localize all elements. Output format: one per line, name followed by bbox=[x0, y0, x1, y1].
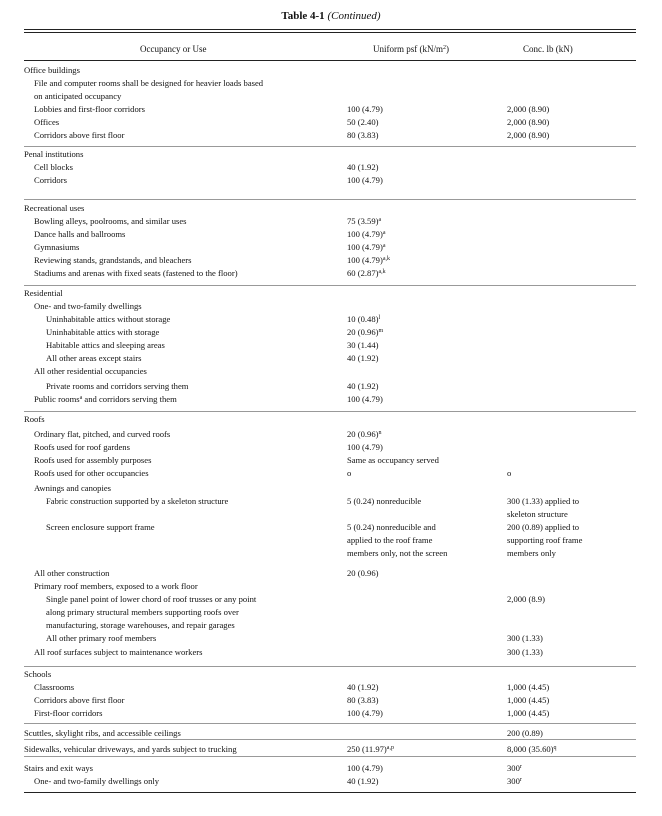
table-row bbox=[24, 393, 636, 406]
table-row bbox=[24, 495, 636, 508]
cell-uniform: 100 (4.79) bbox=[347, 175, 383, 185]
cell-occupancy: File and computer rooms shall be designed for heavier loads based bbox=[34, 78, 264, 88]
cell-concentrated: 2,000 (8.90) bbox=[507, 117, 550, 127]
table-row bbox=[24, 707, 636, 720]
cell-occupancy: Sidewalks, vehicular driveways, and yards subject to trucking bbox=[24, 744, 237, 754]
cell-occupancy: Screen enclosure support frame bbox=[46, 522, 155, 532]
row-divider bbox=[24, 411, 636, 412]
cell-concentrated: 300 (1.33) bbox=[507, 633, 543, 643]
table-row bbox=[24, 413, 636, 426]
cell-uniform: Same as occupancy served bbox=[347, 455, 439, 465]
cell-occupancy: All other primary roof members bbox=[46, 633, 157, 643]
cell-uniform-footnote: l bbox=[378, 315, 381, 321]
table-row bbox=[24, 580, 636, 593]
table-row bbox=[24, 441, 636, 454]
table-row bbox=[24, 241, 636, 254]
cell-concentrated: members only bbox=[507, 548, 556, 558]
cell-occupancy: Schools bbox=[24, 669, 52, 679]
row-divider bbox=[24, 146, 636, 147]
header-uniform-text: Uniform psf (kN/m bbox=[373, 44, 443, 54]
cell-occupancy: Awnings and canopies bbox=[34, 483, 112, 493]
cell-concentrated: 300 (1.33) applied to bbox=[507, 496, 580, 506]
cell-uniform: 30 (1.44) bbox=[347, 340, 379, 350]
cell-occupancy: Private rooms and corridors serving them bbox=[46, 381, 189, 391]
cell-concentrated: 300$^r$ bbox=[507, 763, 522, 773]
table-row bbox=[24, 668, 636, 681]
header-uniform bbox=[373, 44, 449, 54]
cell-uniform: applied to the roof frame bbox=[347, 535, 433, 545]
cell-occupancy: Roofs used for assembly purposes bbox=[34, 455, 152, 465]
table-row bbox=[24, 103, 636, 116]
table-title bbox=[0, 10, 662, 22]
table-row bbox=[24, 521, 636, 534]
cell-occupancy: One- and two-family dwellings only bbox=[34, 776, 160, 786]
table-row bbox=[24, 467, 636, 480]
cell-occupancy: Ordinary flat, pitched, and curved roofs bbox=[34, 429, 171, 439]
cell-uniform: 75 $(3.59)^a$ bbox=[347, 216, 382, 226]
table-row bbox=[24, 267, 636, 280]
cell-uniform: 20 (0.96) bbox=[347, 568, 379, 578]
cell-occupancy: All other residential occupancies bbox=[34, 366, 147, 376]
cell-occupancy: Roofs used for roof gardens bbox=[34, 442, 130, 452]
cell-uniform: members only, not the screen bbox=[347, 548, 448, 558]
table-row bbox=[24, 300, 636, 313]
cell-uniform: 100 (4.79) bbox=[347, 442, 383, 452]
cell-uniform: 60 $(2.87)^{a,k}$ bbox=[347, 268, 386, 278]
cell-occupancy: Bowling alleys, poolrooms, and similar uses bbox=[34, 216, 187, 226]
table-row bbox=[24, 632, 636, 645]
header-occupancy: Occupancy or Use bbox=[140, 44, 207, 54]
table-row bbox=[24, 567, 636, 580]
cell-occupancy: Roofs bbox=[24, 414, 45, 424]
cell-uniform: 40 (1.92) bbox=[347, 162, 379, 172]
table-row bbox=[24, 775, 636, 788]
cell-occupancy: Roofs used for other occupancies bbox=[34, 468, 149, 478]
header-uniform-end: ) bbox=[446, 44, 449, 54]
table-row bbox=[24, 365, 636, 378]
cell-uniform-footnote: a,k bbox=[382, 256, 390, 262]
cell-uniform: 100 $(4.79)^{a,k}$ bbox=[347, 255, 390, 265]
cell-occupancy: Primary roof members, exposed to a work floor bbox=[34, 581, 198, 591]
table-row bbox=[24, 619, 636, 632]
table-row bbox=[24, 646, 636, 659]
top-rule bbox=[24, 29, 636, 30]
cell-uniform: 20 $(0.96)^m$ bbox=[347, 327, 384, 337]
cell-occupancy: Dance halls and ballrooms bbox=[34, 229, 126, 239]
table-row bbox=[24, 454, 636, 467]
cell-concentrated-footnote: r bbox=[519, 764, 522, 770]
cell-concentrated: 1,000 (4.45) bbox=[507, 708, 550, 718]
cell-concentrated: 200 (0.89) bbox=[507, 728, 543, 738]
header-conc: Conc. lb (kN) bbox=[523, 44, 573, 54]
row-divider bbox=[24, 285, 636, 286]
cell-concentrated: supporting roof frame bbox=[507, 535, 583, 545]
cell-occupancy: Lobbies and first-floor corridors bbox=[34, 104, 145, 114]
cell-uniform: o bbox=[347, 468, 352, 478]
cell-concentrated: 2,000 (8.9) bbox=[507, 594, 545, 604]
cell-concentrated: 300 (1.33) bbox=[507, 647, 543, 657]
table-row bbox=[24, 762, 636, 775]
cell-occupancy: Stairs and exit ways bbox=[24, 763, 93, 773]
row-divider bbox=[24, 199, 636, 200]
cell-uniform-footnote: a bbox=[382, 230, 386, 236]
cell-occupancy: Uninhabitable attics with storage bbox=[46, 327, 160, 337]
cell-concentrated-footnote: r bbox=[519, 777, 522, 783]
table-continued: (Continued) bbox=[327, 10, 381, 22]
cell-occupancy: Classrooms bbox=[34, 682, 75, 692]
table-row bbox=[24, 326, 636, 339]
table-row bbox=[24, 593, 636, 606]
table-row bbox=[24, 606, 636, 619]
cell-uniform: 100 $(4.79)^a$ bbox=[347, 229, 386, 239]
cell-uniform-footnote: a bbox=[382, 243, 386, 249]
cell-uniform: 10 $(0.48)^l$ bbox=[347, 314, 381, 324]
cell-occupancy: Corridors above first floor bbox=[34, 695, 125, 705]
cell-occupancy: Offices bbox=[34, 117, 60, 127]
cell-occupancy: along primary structural members supporting roofs over bbox=[46, 607, 239, 617]
row-divider bbox=[24, 756, 636, 757]
cell-occupancy: Corridors above first floor bbox=[34, 130, 125, 140]
table-row bbox=[24, 681, 636, 694]
cell-uniform-footnote: a,k bbox=[378, 269, 386, 275]
cell-uniform: 40 (1.92) bbox=[347, 353, 379, 363]
header-rule bbox=[24, 60, 636, 61]
table-row bbox=[24, 482, 636, 495]
table-row bbox=[24, 64, 636, 77]
cell-occupancy: Habitable attics and sleeping areas bbox=[46, 340, 165, 350]
cell-uniform: 40 (1.92) bbox=[347, 682, 379, 692]
table-row bbox=[24, 287, 636, 300]
cell-occupancy: All other construction bbox=[34, 568, 110, 578]
table-row bbox=[24, 339, 636, 352]
cell-uniform: 20 $(0.96)^n$ bbox=[347, 429, 382, 439]
cell-occupancy: Office buildings bbox=[24, 65, 80, 75]
cell-concentrated: 1,000 (4.45) bbox=[507, 695, 550, 705]
cell-uniform: 100 (4.79) bbox=[347, 394, 383, 404]
cell-uniform: 100 (4.79) bbox=[347, 763, 383, 773]
cell-concentrated: 2,000 (8.90) bbox=[507, 130, 550, 140]
table-row bbox=[24, 380, 636, 393]
cell-occupancy: Penal institutions bbox=[24, 149, 84, 159]
cell-occupancy: Scuttles, skylight ribs, and accessible ceilings bbox=[24, 728, 181, 738]
table-row bbox=[24, 428, 636, 441]
cell-uniform: 100 (4.79) bbox=[347, 104, 383, 114]
cell-occupancy: Single panel point of lower chord of roof trusses or any point bbox=[46, 594, 257, 604]
cell-occupancy: Recreational uses bbox=[24, 203, 85, 213]
cell-occupancy: Stadiums and arenas with fixed seats (fastened to the floor) bbox=[34, 268, 238, 278]
cell-uniform-footnote: a,p bbox=[386, 745, 394, 751]
cell-uniform: 80 (3.83) bbox=[347, 695, 379, 705]
cell-occupancy: manufacturing, storage warehouses, and repair garages bbox=[46, 620, 235, 630]
cell-uniform-footnote: a bbox=[378, 217, 382, 223]
table-row bbox=[24, 508, 636, 521]
row-divider bbox=[24, 723, 636, 724]
cell-uniform: 5 (0.24) nonreducible bbox=[347, 496, 422, 506]
cell-uniform: 100 $(4.79)^a$ bbox=[347, 242, 386, 252]
cell-occupancy: Cell blocks bbox=[34, 162, 73, 172]
cell-uniform: 250 $(11.97)^{a,p}$ bbox=[347, 744, 394, 754]
table-number: Table 4-1 bbox=[281, 10, 325, 22]
bottom-rule bbox=[24, 792, 636, 793]
cell-occupancy: First-floor corridors bbox=[34, 708, 103, 718]
cell-occupancy: Corridors bbox=[34, 175, 67, 185]
table-row bbox=[24, 547, 636, 560]
cell-occupancy-footnote: a bbox=[79, 395, 83, 401]
cell-occupancy: Public rooms$^a$ and corridors serving them bbox=[34, 394, 177, 404]
table-row bbox=[24, 116, 636, 129]
table-row bbox=[24, 313, 636, 326]
cell-uniform: 40 (1.92) bbox=[347, 381, 379, 391]
table-row bbox=[24, 254, 636, 267]
cell-concentrated: 1,000 (4.45) bbox=[507, 682, 550, 692]
table-row bbox=[24, 228, 636, 241]
table-row bbox=[24, 202, 636, 215]
cell-occupancy: Gymnasiums bbox=[34, 242, 80, 252]
header-uniform-sup: 2 bbox=[443, 45, 446, 51]
cell-uniform: 100 (4.79) bbox=[347, 708, 383, 718]
table-row bbox=[24, 352, 636, 365]
cell-concentrated: o bbox=[507, 468, 512, 478]
cell-uniform: 5 (0.24) nonreducible and bbox=[347, 522, 436, 532]
table-row bbox=[24, 534, 636, 547]
table-row bbox=[24, 215, 636, 228]
cell-occupancy: All other areas except stairs bbox=[46, 353, 142, 363]
table-row bbox=[24, 148, 636, 161]
cell-occupancy: Residential bbox=[24, 288, 63, 298]
row-divider bbox=[24, 739, 636, 740]
cell-uniform: 80 (3.83) bbox=[347, 130, 379, 140]
cell-occupancy: on anticipated occupancy bbox=[34, 91, 122, 101]
cell-concentrated: skeleton structure bbox=[507, 509, 568, 519]
cell-uniform-footnote: n bbox=[378, 430, 382, 436]
cell-concentrated: 300$^r$ bbox=[507, 776, 522, 786]
cell-occupancy: Reviewing stands, grandstands, and bleachers bbox=[34, 255, 192, 265]
table-row bbox=[24, 129, 636, 142]
cell-concentrated-footnote: q bbox=[553, 745, 557, 751]
cell-concentrated: 8,000 $(35.60)^q$ bbox=[507, 744, 557, 754]
table-row bbox=[24, 743, 636, 756]
cell-concentrated: 200 (0.89) applied to bbox=[507, 522, 580, 532]
table-row bbox=[24, 161, 636, 174]
table-row bbox=[24, 694, 636, 707]
table-row bbox=[24, 174, 636, 187]
cell-occupancy: One- and two-family dwellings bbox=[34, 301, 142, 311]
cell-uniform-footnote: m bbox=[378, 328, 384, 334]
cell-concentrated: 2,000 (8.90) bbox=[507, 104, 550, 114]
cell-uniform: 50 (2.40) bbox=[347, 117, 379, 127]
cell-uniform: 40 (1.92) bbox=[347, 776, 379, 786]
cell-occupancy: Fabric construction supported by a skeleton structure bbox=[46, 496, 229, 506]
row-divider bbox=[24, 666, 636, 667]
table-row bbox=[24, 90, 636, 103]
table-row bbox=[24, 77, 636, 90]
cell-occupancy: Uninhabitable attics without storage bbox=[46, 314, 171, 324]
top-rule-double bbox=[24, 32, 636, 33]
cell-occupancy: All roof surfaces subject to maintenance workers bbox=[34, 647, 203, 657]
